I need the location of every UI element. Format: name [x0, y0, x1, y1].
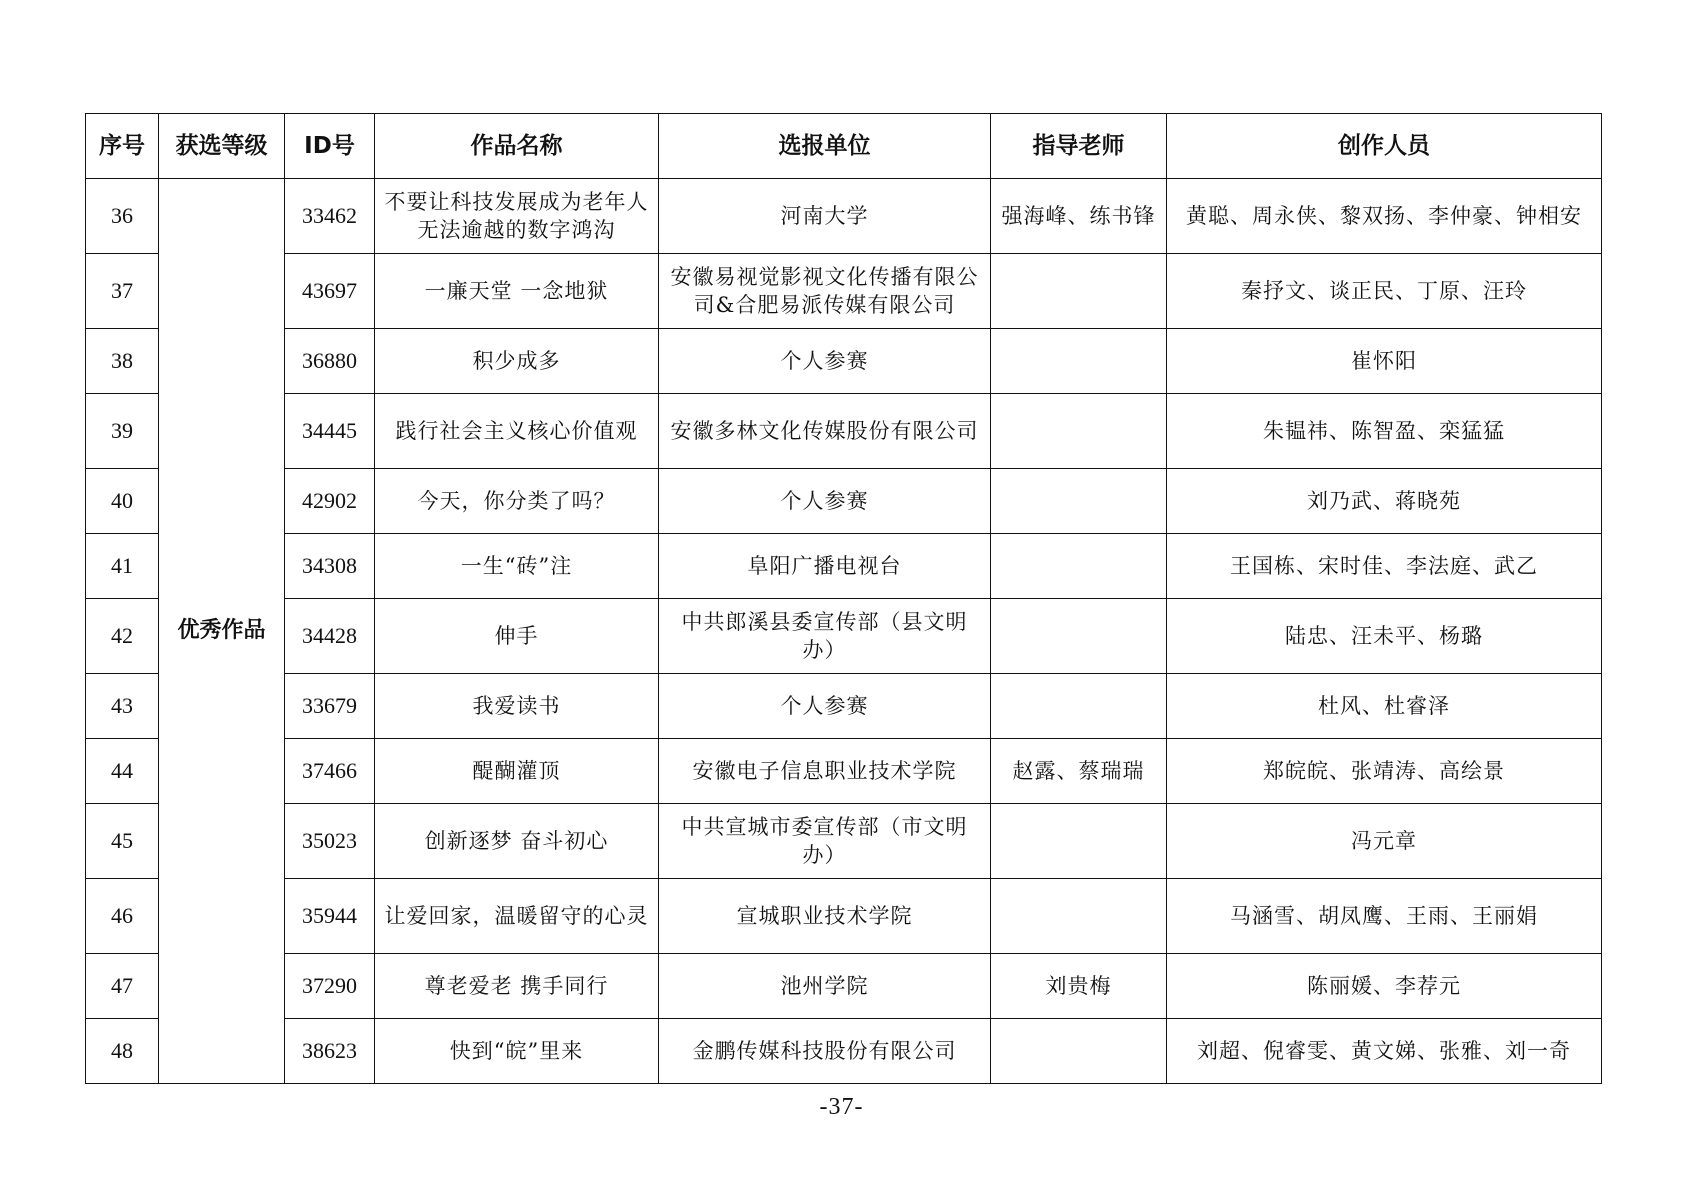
- table-row: [86, 254, 1602, 329]
- header-seq: 序号: [86, 114, 159, 179]
- row-id: 38623: [285, 1019, 375, 1084]
- row-seq: 46: [86, 879, 159, 954]
- row-creators: 陈丽媛、李荐元: [1167, 954, 1602, 1019]
- row-title: 醍醐灌顶: [375, 739, 659, 804]
- row-id: 43697: [285, 254, 375, 329]
- row-unit: 池州学院: [659, 954, 991, 1019]
- row-seq: 36: [86, 179, 159, 254]
- table-row: [86, 879, 1602, 954]
- row-seq: 44: [86, 739, 159, 804]
- row-teacher: [991, 674, 1167, 739]
- row-teacher: [991, 804, 1167, 879]
- row-unit: 河南大学: [659, 179, 991, 254]
- row-id: 37466: [285, 739, 375, 804]
- row-teacher: [991, 534, 1167, 599]
- header-teacher: 指导老师: [991, 114, 1167, 179]
- row-creators: 秦抒文、谈正民、丁原、汪玲: [1167, 254, 1602, 329]
- row-unit: 安徽易视觉影视文化传播有限公司&合肥易派传媒有限公司: [659, 254, 991, 329]
- row-unit: 个人参赛: [659, 329, 991, 394]
- row-teacher: 强海峰、练书锋: [991, 179, 1167, 254]
- table-row: [86, 954, 1602, 1019]
- row-title: 快到“皖”里来: [375, 1019, 659, 1084]
- row-teacher: 赵露、蔡瑞瑞: [991, 739, 1167, 804]
- row-title: 让爱回家，温暖留守的心灵: [375, 879, 659, 954]
- table-row: [86, 674, 1602, 739]
- row-teacher: [991, 1019, 1167, 1084]
- row-seq: 43: [86, 674, 159, 739]
- row-unit: 安徽多林文化传媒股份有限公司: [659, 394, 991, 469]
- header-title: 作品名称: [375, 114, 659, 179]
- row-seq: 41: [86, 534, 159, 599]
- row-id: 36880: [285, 329, 375, 394]
- row-title: 践行社会主义核心价值观: [375, 394, 659, 469]
- row-teacher: [991, 394, 1167, 469]
- row-seq: 47: [86, 954, 159, 1019]
- row-id: 35023: [285, 804, 375, 879]
- row-unit: 阜阳广播电视台: [659, 534, 991, 599]
- row-id: 33462: [285, 179, 375, 254]
- row-unit: 安徽电子信息职业技术学院: [659, 739, 991, 804]
- row-unit: 个人参赛: [659, 469, 991, 534]
- table-row: [86, 599, 1602, 674]
- table-row: [86, 534, 1602, 599]
- table-row: [86, 394, 1602, 469]
- row-title: 我爱读书: [375, 674, 659, 739]
- row-id: 37290: [285, 954, 375, 1019]
- row-creators: 王国栋、宋时佳、李法庭、武乙: [1167, 534, 1602, 599]
- row-teacher: [991, 879, 1167, 954]
- row-creators: 刘乃武、蒋晓苑: [1167, 469, 1602, 534]
- row-seq: 45: [86, 804, 159, 879]
- row-creators: 刘超、倪睿雯、黄文娣、张雅、刘一奇: [1167, 1019, 1602, 1084]
- row-title: 创新逐梦 奋斗初心: [375, 804, 659, 879]
- row-creators: 陆忠、汪未平、杨璐: [1167, 599, 1602, 674]
- header-level: 获选等级: [159, 114, 285, 179]
- row-id: 35944: [285, 879, 375, 954]
- row-creators: 杜风、杜睿泽: [1167, 674, 1602, 739]
- row-id: 34308: [285, 534, 375, 599]
- row-creators: 冯元章: [1167, 804, 1602, 879]
- row-title: 今天，你分类了吗？: [375, 469, 659, 534]
- row-unit: 金鹏传媒科技股份有限公司: [659, 1019, 991, 1084]
- row-teacher: [991, 329, 1167, 394]
- header-id: ID号: [285, 114, 375, 179]
- row-seq: 48: [86, 1019, 159, 1084]
- row-id: 33679: [285, 674, 375, 739]
- row-creators: 郑皖皖、张靖涛、高绘景: [1167, 739, 1602, 804]
- row-teacher: [991, 469, 1167, 534]
- row-title: 不要让科技发展成为老年人无法逾越的数字鸿沟: [375, 179, 659, 254]
- row-title: 积少成多: [375, 329, 659, 394]
- row-seq: 39: [86, 394, 159, 469]
- table-row: [86, 804, 1602, 879]
- row-seq: 40: [86, 469, 159, 534]
- row-unit: 个人参赛: [659, 674, 991, 739]
- row-seq: 42: [86, 599, 159, 674]
- row-teacher: [991, 599, 1167, 674]
- row-id: 34445: [285, 394, 375, 469]
- award-level: 优秀作品: [159, 179, 285, 1084]
- row-id: 34428: [285, 599, 375, 674]
- table-row: [86, 469, 1602, 534]
- row-id: 42902: [285, 469, 375, 534]
- header-creators: 创作人员: [1167, 114, 1602, 179]
- table-row: [86, 739, 1602, 804]
- row-unit: 宣城职业技术学院: [659, 879, 991, 954]
- row-teacher: [991, 254, 1167, 329]
- header-row: [86, 114, 1602, 179]
- row-creators: 崔怀阳: [1167, 329, 1602, 394]
- row-unit: 中共郎溪县委宣传部（县文明办）: [659, 599, 991, 674]
- row-teacher: 刘贵梅: [991, 954, 1167, 1019]
- row-creators: 黄聪、周永侠、黎双扬、李仲豪、钟相安: [1167, 179, 1602, 254]
- table-row: [86, 179, 1602, 254]
- page-number: -37-: [819, 1094, 864, 1120]
- row-seq: 38: [86, 329, 159, 394]
- row-title: 伸手: [375, 599, 659, 674]
- header-unit: 选报单位: [659, 114, 991, 179]
- row-unit: 中共宣城市委宣传部（市文明办）: [659, 804, 991, 879]
- row-title: 一生“砖”注: [375, 534, 659, 599]
- award-table: [85, 113, 1602, 1084]
- table-row: [86, 1019, 1602, 1084]
- row-creators: 马涵雪、胡凤鹰、王雨、王丽娟: [1167, 879, 1602, 954]
- row-title: 一廉天堂 一念地狱: [375, 254, 659, 329]
- row-title: 尊老爱老 携手同行: [375, 954, 659, 1019]
- row-creators: 朱韫祎、陈智盈、栾猛猛: [1167, 394, 1602, 469]
- table-row: [86, 329, 1602, 394]
- row-seq: 37: [86, 254, 159, 329]
